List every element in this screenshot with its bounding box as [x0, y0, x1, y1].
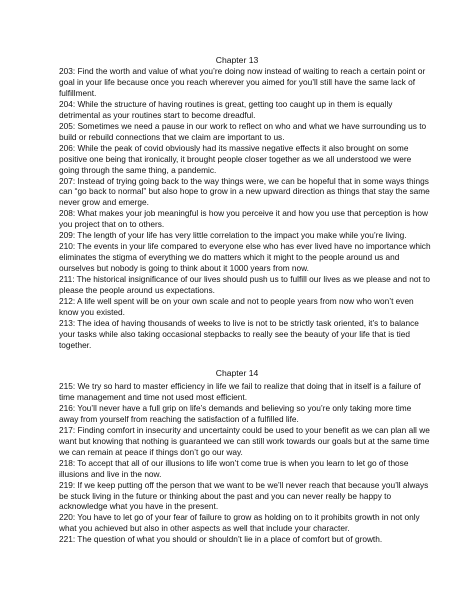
entry-208: 208: What makes your job meaningful is how you perceive it and how you use that perception is how you project that on to others.	[59, 208, 428, 230]
entry-217: 217: Finding comfort in insecurity and uncertainty could be used to your benefit as we can plan all we want but knowing that nothing is guaranteed we can still work towards our goals but at the same time we can remain at peace if things don’t go our way.	[59, 424, 430, 457]
entry-221: 221: The question of what you should or shouldn’t lie in a place of comfort but of growth.	[59, 534, 383, 545]
entry-212: 212: A life well spent will be on your own scale and not to people years from now who won’t even know you existed.	[59, 296, 414, 317]
entry-218: 218: To accept that all of our illusions to life won’t come true is when you learn to let go of those illusions and live in the now.	[59, 457, 409, 479]
entry-216: 216: You’ll never have a full grip on life’s demands and believing so you’re only taking more time away from yourself from reaching the satisfaction of a fulfilled life.	[59, 402, 412, 424]
chapter-13-heading: Chapter 13	[215, 55, 259, 65]
entry-209: 209: The length of your life has very little correlation to the impact you make while you’re living.	[59, 230, 407, 241]
entry-213: 213: The idea of having thousands of weeks to live is not to be strictly task oriented, it’s to balance your tasks while also taking occasional stepbacks to really see the beauty of your life that is tied together.	[59, 317, 419, 350]
chapter-14-entries	[59, 381, 431, 545]
entry-211: 211: The historical insignificance of our lives should push us to fulfill our lives as we please and not to please the people around us expectations.	[59, 274, 430, 296]
entry-215: 215: We try so hard to master efficiency in life we fail to realize that doing that in itself is a failure of time management and time not used most efficient.	[59, 381, 421, 402]
entry-205: 205: Sometimes we need a pause in our work to reflect on who and what we have surrounding us to build or rebuild connections that we claim are important to us.	[59, 120, 427, 142]
chapter-14-heading: Chapter 14	[215, 368, 259, 378]
entry-203: 203: Find the worth and value of what you’re doing now instead of waiting to reach a certain point or goal in your life because once you reach wherever you aimed for you’ll still have the same lack of fulfillment.	[59, 66, 426, 98]
entry-204: 204: While the structure of having routines is great, getting too caught up in them is equally detrimental as your routines start to become dreadful.	[59, 98, 393, 120]
entry-207: 207: Instead of trying going back to the way things were, we can be hopeful that in some ways things can “go back to normal” but also hope to grow in a new upward direction as things that stay the same never grow and emerge.	[59, 175, 430, 208]
entry-210: 210: The events in your life compared to everyone else who has ever lived have no importance which eliminates the stigma of everything we do matters which it might to the people around us and ourselves but nobody is going to think about it 1000 years from now.	[59, 241, 431, 274]
entry-206: 206: While the peak of covid obviously had its massive negative effects it also brought on some positive one being that ironically, it brought people closer together as we all understood we were going through the same thing, a pandemic.	[59, 142, 412, 175]
entry-219: 219: If we keep putting off the person that we want to be we’ll never reach that because you’ll always be stuck living in the future or thinking about the past and you can never really be happy to acknowledge what you have in the present.	[59, 479, 429, 512]
entry-220: 220: You have to let go of your fear of failure to grow as holding on to it prohibits growth in not only what you achieved but also in other aspects as well that include your character.	[59, 512, 420, 534]
chapter-13-entries	[59, 66, 431, 351]
